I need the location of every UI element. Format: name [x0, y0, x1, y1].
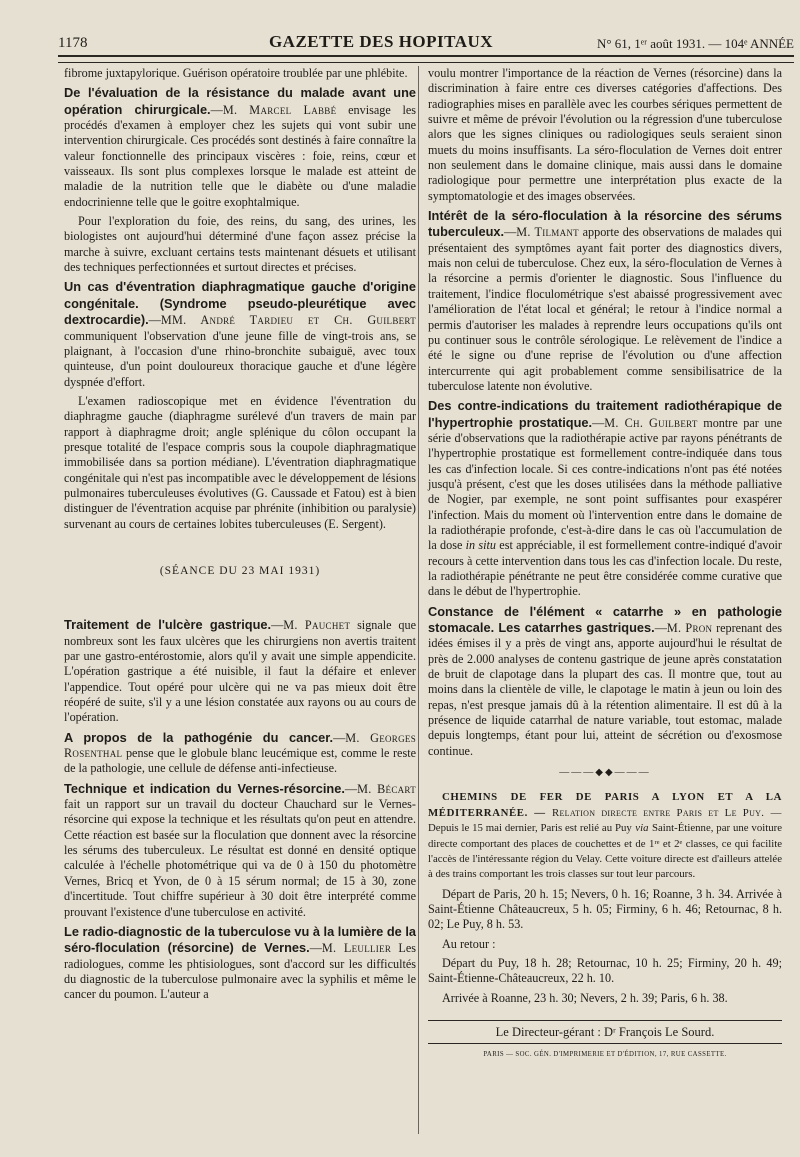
article-text: reprenant des idées émises il y a près de vingt ans, apporte aujourd'hui le résultat de près de 2.000 analyses de contenu gastrique de jeune après constatation de bruit de clapotage dans la plupart des cas. Il montre que, tout au moins dans la clientèle de ville, le clapotage le matin à jeun ou loin des repas, n'est presque jamais dû à la rétention alimentaire. Il est dû à la présence de liquide catarrhal de nature variable, tout estomac, malade depuis longtemps, étant pour lui, atteint de sécrétion ou d'exosmose continue.	[428, 621, 783, 758]
railway-subtitle: Relation directe entre Paris et Le Puy.	[551, 806, 765, 819]
railway-via: via	[635, 822, 649, 835]
article-title: A propos de la pathogénie du cancer.	[64, 729, 334, 745]
article-author: MM. André Tardieu et Ch. Guilbert	[160, 313, 416, 328]
article-author: M. Georges Rosenthal	[64, 730, 416, 761]
paragraph: voulu montrer l'importance de la réaction de Vernes (résorcine) dans la discrimination à faire entre ces diverses catégories d'affections. Des radiographies mises en parallèle avec les courbes sériques permettent de suivre et même de prévoir l'évolution ou la régression d'une tuberculose alors que les signes cliniques ou radiologiques seuls seraient sinon muets du moins insuffisants. La séro-floculation de Vernes doit entrer non seulement dans le domaine clinique, mais aussi dans le domaine radiologique pour permettre une interprétation plus exacte de la symptomatologie et des images observées.	[428, 66, 782, 203]
railway-schedule-arrival: Arrivée à Roanne, 23 h. 30; Nevers, 2 h. 39; Paris, 6 h. 38.	[442, 990, 728, 1005]
article-author: M. Pauchet	[283, 618, 351, 633]
article-title: Des contre-indications du traitement radiothérapique de l'hypertrophie prostatique.	[428, 398, 782, 430]
printer-line: PARIS — SOC. GÉN. D'IMPRIMERIE ET D'ÉDITION, 17, RUE CASSETTE.	[428, 1043, 782, 1062]
left-column: fibrome juxtapylorique. Guérison opératoire troublée par une phlébite. De l'évaluation de la résistance du malade avant une opération chirurgicale.—M. Marcel Labbé envisage les procédés d'examen à employer chez les sujets qui vont subir une intervention chirurgicale. Ces procédés sont destinés à faire connaître la valeur fonctionnelle des principaux viscères : foie, reins, cœur et vaisseaux. Ils sont plus complexes lorsque le malade est atteint de maladie de la nutrition telle que le diabète ou d'une maladie endocrinienne telle que le goitre exophtalmique. Pour l'exploration du foie, des reins, du sang, des urines, les biologistes ont aujourd'hui déterminé d'une façon assez précise la marche à suivre, excluant certains tests maintenant désuets et utilisant des techniques perfectionnées et surtout directes et précises. Un cas d'éventration diaphragmatique gauche d'origine congénitale. (Syndrome pseudo-pleurétique avec dextrocardie).—MM. André Tardieu et Ch. Guilbert communiquent l'observation d'une jeune fille de vingt-trois ans, se plaignant, à l'occasion d'une rhino-bronchite subaiguë, avec toux quinteuse, d'un point douloureux thoracique gauche et d'une légère dyspnée d'effort. L'examen radioscopique met en évidence l'éventration du diaphragme gauche (diaphragme surélevé d'un travers de main par rapport à diaphragme droit; angle splénique du côlon occupant la presque totalité de l'espace compris sous la coupole diaphragmatique immobilisée dans sa portion médiane). L'éventration diaphragmatique congénitale qui n'est pas incompatible avec le développement de lésions pulmonaires tuberculeuses évolutives (G. Caussade et Fatou) est à bien distinguer de l'éventration acquise par phrénite (inhibition ou paralysie) survenant au cours de certaines lobites tuberculeuses (E. Sergent). (SÉANCE DU 23 MAI 1931) Traitement de l'ulcère gastrique.—M. Pauchet signale que nombreux sont les faux ulcères que les chirurgiens non avertis traitent par une gastro-entérostomie, alors qu'il y avait une simple appendicite. L'opération gastrique a été nuisible, il faut la défaire et enlever l'appendice. Tout opéré pour ulcère qui ne va pas mieux doit être réopéré de suite, s'il y a une lésion constatée aux rayons ou au cours de l'opération. A propos de la pathogénie du cancer.—M. Georges Rosenthal pense que le globule blanc leucémique est, comme le reste de la pathologie, une cellule de défense anti-infectieuse. Technique et indication du Vernes-résorcine.—M. Bécart fait un rapport sur un travail du docteur Chauchard sur le Vernes-résorcine qui expose la technique et les résultats qu'on peut en attendre. Cette réaction est basée sur la floculation que donnent avec la résorcine les sérums des tuberculeux. Le résultat est donné en densité optique calculée à l'échelle photométrique qui va de 0 à 150 du photomètre Vernes, Bricq et Yvon, de 0 à 15 sérum normal; de 15 à 30, zone d'incertitude. Tout chiffre supérieur à 30 doit être interprété comme prouvant l'existence d'une tuberculose en activité. Le radio-diagnostic de la tuberculose vu à la lumière de la séro-floculation (résorcine) de Vernes.—M. Leullier Les radiologues, comme les phtisiologues, sont d'accord sur les difficultés du diagnostic de la tuberculose pulmonaire avec la syphilis et même le cancer du poumon. L'auteur a	[64, 66, 417, 1002]
right-column: voulu montrer l'importance de la réaction de Vernes (résorcine) dans la discrimination à faire entre ces diverses catégories d'affections. Des radiographies mises en parallèle avec les courbes sériques permettent de suivre et même de prévoir l'évolution ou la régression d'une tuberculose alors que les signes cliniques ou radiologiques seuls seraient sinon muets du moins insuffisants. La séro-floculation de Vernes doit entrer non seulement dans le domaine clinique, mais aussi dans le domaine radiologique pour permettre une interprétation plus exacte de la symptomatologie et des images observées. Intérêt de la séro-floculation à la résorcine des sérums tuberculeux.—M. Tilmant apporte des observations de malades qui présentaient des symptômes ayant fait porter des diagnostics divers, mais non celui de tuberculose. Chez eux, la séro-floculation de Vernes à la résorcine a permis d'orienter le diagnostic. Sous l'influence du traitement, l'indice floculométrique s'est abaissé progressivement avec l'amélioration de l'état local et général; le retour à l'indice normal a permis d'autoriser les malades à reprendre leurs occupations qu'ils ont pu continuer sous le contrôle sérologique. Le relèvement de l'indice a été le signe ou d'une reprise de l'évolution ou d'une affection intercurrente qui agit probablement comme sensibilisatrice de la tuberculose latente non évolutive. Des contre-indications du traitement radiothérapique de l'hypertrophie prostatique.—M. Ch. Guilbert montre par une série d'observations que la radiothérapie active par rayons pénétrants de l'hypertrophie prostatique est formellement contre-indiquée dans tous les cas d'infection locale. Si ces contre-indications n'ont pas été notées jusqu'à présent, c'est que les doses utilisées dans la méthode palliative de Nogier, par exemple, ne sont point suffisantes pour exaspérer l'infection. Mais du moment où l'intervention entre dans le domaine de la radiothérapie profonde, c'est-à-dire dans le cas où l'accumulation de la dose in situ est appréciable, il est formellement contre-indiqué d'avoir recours à cette intervention dans tous les cas d'infection locale. Du reste, la radiothérapie pénétrante ne peut être considérée comme curative que dans le début de l'hypertrophie. Constance de l'élément « catarrhe » en pathologie stomacale. Les catarrhes gastriques.—M. Pron reprenant des idées émises il y a près de vingt ans, apporte aujourd'hui le résultat de près de 2.000 analyses de contenu gastrique de jeune après constatation de bruit de clapotage dans la plupart des cas. Il montre que, tout au moins dans la clientèle de ville, le clapotage le matin à jeun ou loin des repas, n'est presque jamais dû à la rétention alimentaire. Il est dû à la présence de liquide catarrhal de nature variable, tout estomac, malade depuis longtemps, étant pour lui, atteint de sécrétion ou d'exosmose continue. ———◆◆——— CHEMINS DE FER DE PARIS A LYON ET A LA MÉDITERRANÉE. — Relation directe entre Paris et Le Puy. — Depuis le 15 mai dernier, Paris est relié au Puy via Saint-Étienne, par une voiture directe comportant des places de couchettes et de 1ʳᵉ et 2ᵉ classes, ce qui facilite l'accès de l'intéressante région du Velay. Cette voiture directe est d'ailleurs attelée à des trains comportant les trois classes sur tout leur parcours. Départ de Paris, 20 h. 15; Nevers, 0 h. 16; Roanne, 3 h. 34. Arrivée à Saint-Étienne Châteaucreux, 5 h. 05; Firminy, 6 h. 46; Retournac, 8 h. 02; Le Puy, 8 h. 53. Au retour : Départ du Puy, 18 h. 28; Retournac, 10 h. 25; Firminy, 20 h. 49; Saint-Étienne-Châteaucreux, 22 h. 10. Arrivée à Roanne, 23 h. 30; Nevers, 2 h. 39; Paris, 6 h. 38. Le Directeur-gérant : Dʳ François Le Sourd. PARIS — SOC. GÉN. D'IMPRIMERIE ET D'ÉDITION, 17, RUE CASSETTE.	[428, 66, 782, 1063]
article-title: De l'évaluation de la résistance du malade avant une opération chirurgicale.	[64, 85, 416, 117]
page-header	[58, 24, 794, 52]
railway-return-label: Au retour :	[442, 936, 496, 951]
article-text: signale que nombreux sont les faux ulcères que les chirurgiens non avertis traitent par une gastro-entérostomie, alors qu'il y avait une simple appendicite. L'opération gastrique a été nuisible, il faut la défaire et enlever l'appendice. Tout opéré pour ulcère qui ne va pas mieux doit être réopéré de suite, s'il y a une lésion constatée aux rayons ou au cours de l'opération.	[64, 618, 416, 725]
paragraph: L'examen radioscopique met en évidence l'éventration du diaphragme gauche (diaphragme surélevé d'un travers de main par rapport à diaphragme droit; angle splénique du côlon occupant la presque totalité de l'espace compris sous la coupole diaphragmatique immobilisée dans sa portion médiane). L'éventration diaphragmatique congénitale qui n'est pas incompatible avec le développement de lésions pulmonaires tuberculeuses évolutives (G. Caussade et Fatou) est à bien distinguer de l'éventration acquise par phrénite (inhibition ou paralysie) survenant au cours de certaines lobites tuberculeuses (E. Sergent).	[64, 393, 416, 531]
article-author: M. Pron	[666, 621, 713, 636]
paragraph: fibrome juxtapylorique. Guérison opératoire troublée par une phlébite.	[64, 66, 408, 80]
railway-schedule-out: Départ de Paris, 20 h. 15; Nevers, 0 h. 16; Roanne, 3 h. 34. Arrivée à Saint-Étienne Châteaucreux, 5 h. 05; Firminy, 6 h. 46; Retournac, 8 h. 02; Le Puy, 8 h. 53.	[428, 886, 782, 932]
article-title: Constance de l'élément « catarrhe » en pathologie stomacale. Les catarrhes gastriques.	[428, 603, 782, 636]
issue-info: N° 61, 1ᵉʳ août 1931. — 104ᵉ ANNÉE	[596, 36, 794, 51]
article-title: Un cas d'éventration diaphragmatique gauche d'origine congénitale. (Syndrome pseudo-pleurétique avec dextrocardie).	[64, 279, 416, 328]
director-line: Le Directeur-gérant : Dʳ François Le Sourd.	[428, 1020, 782, 1040]
article-title: Technique et indication du Vernes-résorcine.	[64, 780, 345, 796]
railway-notice: CHEMINS DE FER DE PARIS A LYON ET A LA MÉDITERRANÉE. — Relation directe entre Paris et Le Puy. — Depuis le 15 mai dernier, Paris est relié au Puy via Saint-Étienne, par une voiture directe comportant des places de couchettes et de 1ʳᵉ et 2ᵉ classes, ce qui facilite l'accès de l'intéressante région du Velay. Cette voiture directe est d'ailleurs attelée à des trains comportant les trois classes sur tout leur parcours.	[428, 791, 782, 881]
seance-heading: (SÉANCE DU 23 MAI 1931)	[159, 564, 321, 577]
article-author: M. Bécart	[357, 781, 416, 796]
journal-title: GAZETTE DES HOPITAUX	[268, 32, 494, 51]
article-text: communiquent l'observation d'une jeune fille de vingt-trois ans, se plaignant, à l'occasion d'une rhino-bronchite subaiguë, avec toux quinteuse, d'un point douloureux thoracique gauche et d'une légère dyspnée d'effort.	[64, 328, 416, 389]
railway-title: CHEMINS DE FER DE PARIS A LYON ET A LA MÉDITERRANÉE.	[428, 791, 782, 819]
article-title: Traitement de l'ulcère gastrique.	[64, 617, 272, 633]
article-text: fait un rapport sur un travail du docteur Chauchard sur le Vernes-résorcine qui expose la technique et les résultats qu'on peut en attendre. Cette réaction est basée sur la floculation que donnent avec la résorcine les sérums des tuberculeux. Le résultat est donné en densité optique calculée à l'échelle photométrique qui va de 0 à 150 du photomètre Vernes, Bricq et Yvon, de 0 à 15 sérum normal; de 15 à 30, zone d'incertitude. Tout chiffre supérieur à 30 doit être interprété comme prouvant l'existence d'une tuberculose en activité.	[64, 797, 416, 919]
article-text: montre par une série d'observations que la radiothérapie active par rayons pénétrants de l'hypertrophie prostatique est formellement contre-indiquée dans tous les cas d'infection locale. Si ces contre-indications n'ont pas été notées jusqu'à présent, c'est que les doses utilisées dans la méthode palliative de Nogier, par exemple, ne sont point suffisantes pour exaspérer l'infection. Mais du moment où l'intervention entre dans le domaine de la radiothérapie profonde, c'est-à-dire dans le cas où l'accumulation de la dose	[428, 415, 782, 553]
railway-text: Depuis le 15 mai dernier, Paris est relié au Puy	[428, 822, 632, 835]
article-title: Intérêt de la séro-floculation à la résorcine des sérums tuberculeux.	[428, 208, 782, 240]
header-rule	[58, 55, 794, 63]
article-author: M. Ch. Guilbert	[604, 415, 698, 430]
article-text: pense que le globule blanc leucémique est, comme le reste de la pathologie, une cellule de défense anti-infectieuse.	[64, 746, 417, 776]
latin-term: in situ	[465, 538, 497, 553]
article-author: M. Marcel Labbé	[222, 102, 337, 117]
paragraph: Pour l'exploration du foie, des reins, du sang, des urines, les biologistes ont aujourd'hui déterminé d'une façon assez précise la marche à suivre, excluant certains tests maintenant désuets et utilisant des techniques perfectionnées et surtout directes et précises.	[64, 214, 416, 275]
page-number: 1178	[58, 35, 88, 51]
article-text: Les radiologues, comme les phtisiologues, sont d'accord sur les difficultés du diagnostic de la tuberculose pulmonaire avec la syphilis et même le cancer du poumon. L'auteur a	[64, 941, 416, 1002]
railway-text: Saint-Étienne, par une voiture directe comportant des places de couchettes et de 1ʳᵉ et 2ᵉ classes, ce qui facilite l'accès de l'intéressante région du Velay. Cette voiture directe est d'ailleurs attelée à des trains comportant les trois classes sur tout leur parcours.	[428, 822, 782, 881]
article-text: apporte des observations de malades qui présentaient des symptômes ayant fait porter des diagnostics divers, mais non celui de tuberculose. Chez eux, la séro-floculation de Vernes à la résorcine a permis d'orienter le diagnostic. Sous l'influence du traitement, l'indice floculométrique s'est abaissé progressivement avec l'amélioration de l'état local et général; le retour à l'indice normal a permis d'autoriser les malades à reprendre leurs occupations qu'ils ont pu continuer sous le contrôle sérologique. Le relèvement de l'indice a été le signe ou d'une reprise de l'évolution ou d'une affection intercurrente qui agit probablement comme sensibilisatrice de la tuberculose latente non évolutive.	[428, 225, 782, 393]
railway-schedule-return: Départ du Puy, 18 h. 28; Retournac, 10 h. 25; Firminy, 20 h. 49; Saint-Étienne-Châteaucreux, 22 h. 10.	[428, 955, 782, 986]
ornament-divider: ———◆◆———	[559, 767, 651, 779]
column-divider	[418, 66, 419, 1134]
article-author: M. Leullier	[321, 941, 392, 956]
article-text: envisage les procédés d'examen à employer chez les sujets qui vont subir une intervention chirurgicale. Ces procédés sont destinés à faire connaître la valeur fonctionnelle des principaux viscères : foie, reins, cœur et vaisseaux. Ils sont plus complexes lorsque le malade est atteint de maladie de la nutrition telle que le diabète ou d'une maladie endocrinienne telle que le goitre exophtalmique.	[64, 102, 417, 209]
article-text: est appréciable, il est formellement contre-indiqué d'avoir recours à cette intervention dans tous les cas d'infection locale. Du reste, la radiothérapie pénétrante ne peut être considérée comme curative que dans le début de l'hypertrophie.	[428, 538, 782, 599]
article-author: M. Tilmant	[516, 225, 579, 240]
article-title: Le radio-diagnostic de la tuberculose vu à la lumière de la séro-floculation (résorcine) de Vernes.	[64, 923, 417, 956]
